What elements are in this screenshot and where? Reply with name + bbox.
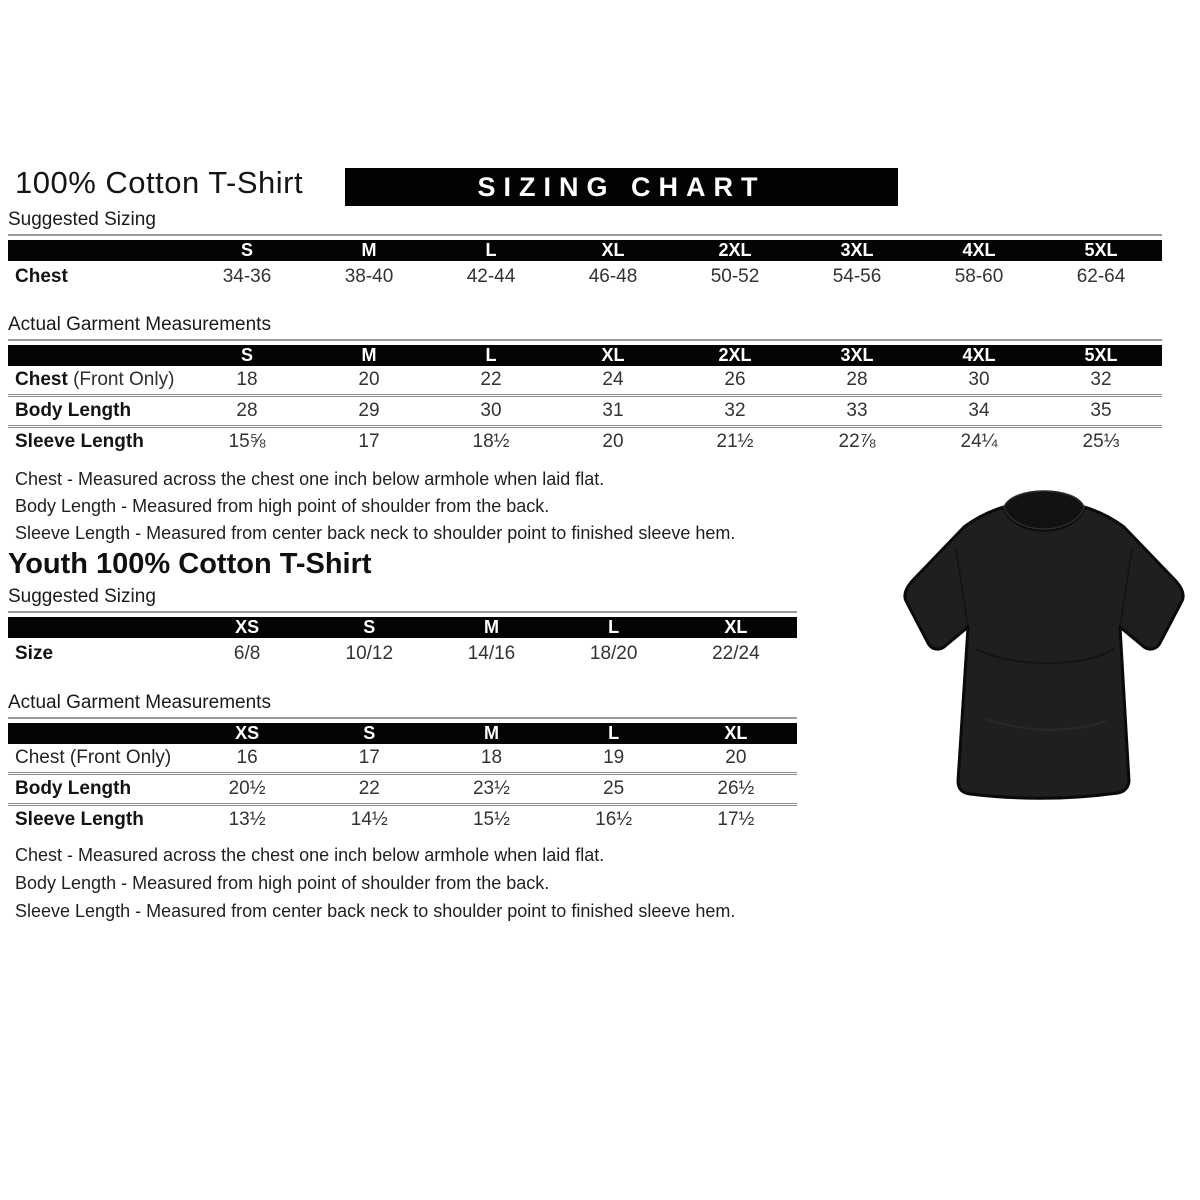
size-header-cell: 3XL [796, 240, 918, 261]
value-cell: 13½ [186, 805, 308, 835]
youth-section-title: Youth 100% Cotton T-Shirt [8, 548, 372, 580]
suggested-sizing-label: Suggested Sizing [8, 586, 797, 613]
value-cell: 30 [968, 369, 990, 390]
value-cell: 34 [918, 396, 1040, 427]
value-cell: 15⅝ [186, 427, 308, 457]
youth-suggested-sizing-section [8, 586, 797, 670]
value-cell: 22⅞ [796, 427, 918, 457]
value-cell: 19 [603, 747, 625, 768]
value-cell: 17 [358, 747, 380, 768]
value-cell: 18½ [430, 427, 552, 457]
row-label: Sleeve Length [8, 805, 186, 835]
page-title: 100% Cotton T-Shirt [15, 165, 304, 200]
size-header-cell: 5XL [1040, 345, 1162, 366]
adult-garment-measurements-section [8, 314, 1162, 456]
size-header-cell: L [553, 617, 675, 638]
value-cell: 34-36 [222, 266, 272, 287]
adult-suggested-sizing-table [8, 240, 1162, 293]
size-header-cell: L [430, 240, 552, 261]
value-cell: 18/20 [589, 643, 638, 664]
size-header-cell: S [308, 617, 430, 638]
adult-garment-measurements-table [8, 345, 1162, 456]
row-label: Body Length [8, 774, 186, 805]
value-cell: 14½ [308, 805, 430, 835]
size-header-cell: 4XL [918, 345, 1040, 366]
note-line: Chest - Measured across the chest one inch below armhole when laid flat. [15, 845, 605, 865]
value-cell: 33 [796, 396, 918, 427]
note-line: Body Length - Measured from high point of shoulder from the back. [15, 873, 550, 893]
value-cell: 62-64 [1076, 266, 1126, 287]
value-cell: 28 [846, 369, 868, 390]
value-cell: 20 [725, 747, 747, 768]
size-header-cell: 4XL [918, 240, 1040, 261]
value-cell: 23½ [430, 774, 552, 805]
value-cell: 21½ [674, 427, 796, 457]
body-length-row [8, 774, 797, 805]
value-cell: 50-52 [710, 266, 760, 287]
adult-suggested-sizing-section [8, 209, 1162, 293]
size-header-cell: XS [186, 723, 308, 744]
note-line: Body Length - Measured from high point of shoulder from the back. [15, 496, 550, 516]
value-cell: 14/16 [467, 643, 516, 664]
row-label: Chest (Front Only) [15, 747, 172, 768]
corner-cell [8, 345, 186, 366]
value-cell: 17 [308, 427, 430, 457]
note-line: Chest - Measured across the chest one inch below armhole when laid flat. [15, 469, 605, 489]
size-header-cell: S [186, 345, 308, 366]
value-cell: 20 [552, 427, 674, 457]
size-header-cell: M [430, 617, 552, 638]
value-cell: 29 [308, 396, 430, 427]
corner-cell [8, 723, 186, 744]
actual-garment-label: Actual Garment Measurements [8, 692, 797, 719]
value-cell: 17½ [675, 805, 797, 835]
value-cell: 32 [674, 396, 796, 427]
t-shirt-image [896, 489, 1192, 809]
size-header-cell: XL [675, 617, 797, 638]
value-cell: 10/12 [345, 643, 394, 664]
value-cell: 26 [724, 369, 746, 390]
value-cell: 38-40 [344, 266, 394, 287]
value-cell: 31 [552, 396, 674, 427]
note-line: Sleeve Length - Measured from center back neck to shoulder point to finished sleeve hem. [15, 523, 736, 543]
size-header-cell: M [308, 345, 430, 366]
row-label: Chest (Front Only) [15, 369, 175, 390]
value-cell: 35 [1040, 396, 1162, 427]
chest-front-only-row [8, 744, 797, 774]
youth-suggested-sizing-table [8, 617, 797, 670]
row-label: Body Length [8, 396, 186, 427]
value-cell: 24¼ [918, 427, 1040, 457]
size-header-cell: M [308, 240, 430, 261]
value-cell: 25⅓ [1040, 427, 1162, 457]
size-header-cell: XL [552, 240, 674, 261]
size-header-cell: L [430, 345, 552, 366]
note-line: Sleeve Length - Measured from center back neck to shoulder point to finished sleeve hem. [15, 901, 736, 921]
row-label: Sleeve Length [8, 427, 186, 457]
sleeve-length-row [8, 805, 797, 835]
t-shirt-body [905, 507, 1183, 798]
value-cell: 46-48 [588, 266, 638, 287]
youth-garment-measurements-table [8, 723, 797, 834]
value-cell: 32 [1090, 369, 1112, 390]
value-cell: 6/8 [233, 643, 261, 664]
corner-cell [8, 240, 186, 261]
size-header-cell: L [553, 723, 675, 744]
size-header-cell: 2XL [674, 345, 796, 366]
value-cell: 16½ [553, 805, 675, 835]
actual-garment-label: Actual Garment Measurements [8, 314, 1162, 341]
body-length-row [8, 396, 1162, 427]
size-header-row [8, 240, 1162, 261]
size-header-cell: M [430, 723, 552, 744]
size-header-cell: XL [552, 345, 674, 366]
value-cell: 42-44 [466, 266, 516, 287]
adult-measurement-notes [15, 466, 735, 547]
size-header-cell: 3XL [796, 345, 918, 366]
value-cell: 22/24 [712, 643, 760, 664]
value-cell: 20½ [186, 774, 308, 805]
value-cell: 58-60 [954, 266, 1004, 287]
row-label: Size [15, 643, 54, 664]
value-cell: 25 [553, 774, 675, 805]
value-cell: 22 [308, 774, 430, 805]
sizing-chart-banner: SIZING CHART [345, 168, 898, 206]
value-cell: 20 [358, 369, 380, 390]
corner-cell [8, 617, 186, 638]
chest-front-only-row [8, 366, 1162, 396]
value-cell: 28 [186, 396, 308, 427]
value-cell: 15½ [430, 805, 552, 835]
size-row [8, 638, 797, 670]
value-cell: 30 [430, 396, 552, 427]
value-cell: 16 [236, 747, 258, 768]
t-shirt-graphic [896, 489, 1192, 809]
value-cell: 54-56 [832, 266, 882, 287]
youth-garment-measurements-section [8, 692, 797, 834]
value-cell: 22 [480, 369, 502, 390]
size-header-cell: S [308, 723, 430, 744]
size-header-row [8, 345, 1162, 366]
value-cell: 18 [480, 747, 503, 768]
size-header-cell: XS [186, 617, 308, 638]
suggested-sizing-label: Suggested Sizing [8, 209, 1162, 236]
size-header-cell: S [186, 240, 308, 261]
size-header-row [8, 617, 797, 638]
youth-measurement-notes [15, 841, 735, 925]
value-cell: 26½ [675, 774, 797, 805]
row-label: Chest [15, 266, 68, 287]
sleeve-length-row [8, 427, 1162, 457]
size-header-cell: XL [675, 723, 797, 744]
value-cell: 18 [236, 369, 258, 390]
size-header-cell: 2XL [674, 240, 796, 261]
value-cell: 24 [602, 369, 624, 390]
size-header-row [8, 723, 797, 744]
chest-row [8, 261, 1162, 293]
size-header-cell: 5XL [1040, 240, 1162, 261]
